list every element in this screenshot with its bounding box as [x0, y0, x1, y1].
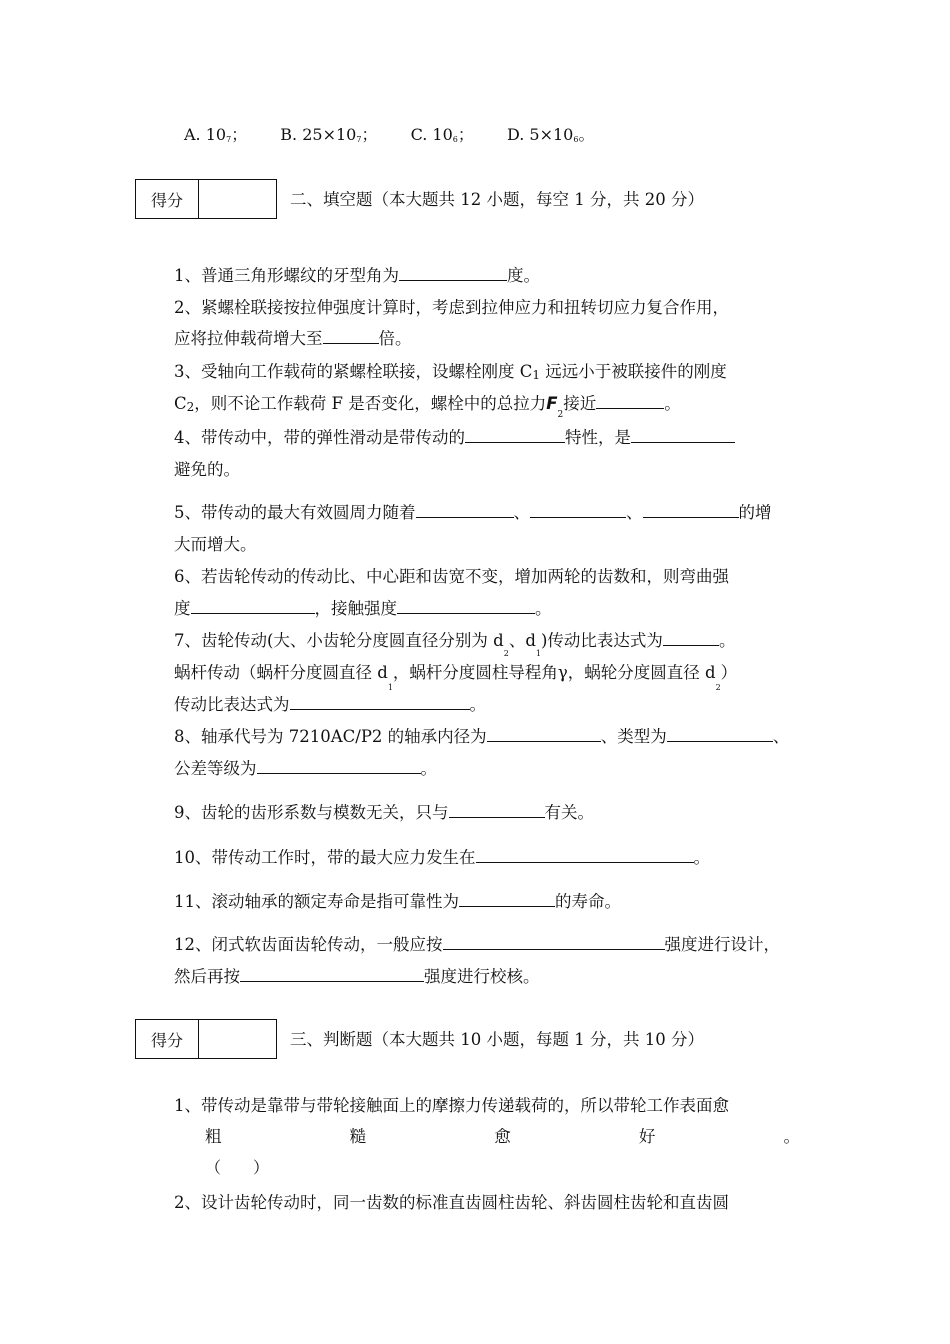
score-entry[interactable] [199, 180, 276, 218]
j1-answer-paren[interactable]: （ ） [205, 1158, 270, 1177]
answer-options [184, 122, 594, 145]
q8-blank2[interactable] [667, 724, 773, 742]
score-entry[interactable] [199, 1020, 276, 1058]
q12-line1: 12、闭式软齿面齿轮传动，一般应按 强度进行设计， [174, 931, 780, 955]
option-c: C. $10_6$； [410, 125, 474, 144]
q2-line2: 应将拉伸载荷增大至 倍。 [174, 325, 412, 349]
q7-blank2[interactable] [290, 692, 470, 710]
score-box-section3 [135, 1019, 277, 1059]
q11: 11、滚动轴承的额定寿命是指可靠性为 的寿命。 [174, 888, 621, 912]
q5-blank3[interactable] [643, 500, 739, 518]
q6-line1: 6、若齿轮传动的传动比、中心距和齿宽不变，增加两轮的齿数和，则弯曲强 [174, 567, 729, 586]
q6-blank1[interactable] [191, 596, 315, 614]
q7-line1: 7、齿轮传动(大、小齿轮分度圆直径分别为 $d_2$、$d_1$)传动比表达式为 。 [174, 627, 735, 651]
q12-blank2[interactable] [240, 964, 424, 982]
q12-blank1[interactable] [443, 932, 665, 950]
score-label: 得分 [136, 1020, 199, 1058]
q7-line3: 传动比表达式为 。 [174, 691, 486, 715]
q4-blank2[interactable] [631, 425, 735, 443]
q9-blank[interactable] [449, 800, 545, 818]
q3-line1: 3、受轴向工作载荷的紧螺栓联接，设螺栓刚度 $C_1$ 远远小于被联接件的刚度 [174, 362, 727, 382]
score-box-section2 [135, 179, 277, 219]
q6-blank2[interactable] [397, 596, 535, 614]
section2-title: 二、填空题（本大题共 12 小题，每空 1 分，共 20 分） [290, 190, 704, 209]
option-b: B. $25\times 10_7$； [280, 125, 378, 144]
q6-line2: 度 ，接触强度 。 [174, 595, 552, 619]
option-a: A. $10_7$； [184, 125, 248, 144]
q7-blank1[interactable] [663, 628, 719, 646]
q8-line1: 8、轴承代号为 7210AC/P2 的轴承内径为 、类型为 、 [174, 723, 789, 747]
j1-line2: 粗 糙 愈 好 。 [205, 1127, 800, 1146]
q9: 9、齿轮的齿形系数与模数无关，只与 有关。 [174, 799, 594, 823]
q1: 1、普通三角形螺纹的牙型角为 度。 [174, 262, 540, 286]
j1-line1: 1、带传动是靠带与带轮接触面上的摩擦力传递载荷的，所以带轮工作表面愈 [174, 1096, 729, 1115]
score-label: 得分 [136, 180, 199, 218]
q10: 10、带传动工作时，带的最大应力发生在 。 [174, 844, 710, 868]
q4-line1: 4、带传动中，带的弹性滑动是带传动的 特性，是 [174, 424, 735, 448]
q5-blank2[interactable] [530, 500, 626, 518]
q3-line2: $C_2$，则不论工作载荷 F 是否变化，螺栓中的总拉力$F_2$接近 。 [174, 390, 681, 420]
q5-blank1[interactable] [416, 500, 514, 518]
q5-line2: 大而增大。 [174, 535, 257, 554]
q7-line2: 蜗杆传动（蜗杆分度圆直径 $d_1$，蜗杆分度圆柱导程角γ，蜗轮分度圆直径 $d_2$） [174, 663, 738, 692]
q11-blank[interactable] [459, 889, 555, 907]
option-d: D. $5\times 10_6$。 [506, 125, 595, 144]
section3-title: 三、判断题（本大题共 10 小题，每题 1 分，共 10 分） [290, 1030, 704, 1049]
q8-blank1[interactable] [487, 724, 601, 742]
q8-line2: 公差等级为 。 [174, 755, 437, 779]
q4-line2: 避免的。 [174, 460, 240, 479]
q5-line1: 5、带传动的最大有效圆周力随着 、 、 的增 [174, 499, 772, 523]
q10-blank[interactable] [476, 845, 694, 863]
q1-blank[interactable] [399, 263, 507, 281]
q2-blank[interactable] [323, 326, 379, 344]
q2-line1: 2、紧螺栓联接按拉伸强度计算时，考虑到拉伸应力和扭转切应力复合作用， [174, 298, 729, 317]
j2-line1: 2、设计齿轮传动时，同一齿数的标准直齿圆柱齿轮、斜齿圆柱齿轮和直齿圆 [174, 1193, 729, 1212]
q12-line2: 然后再按 强度进行校核。 [174, 963, 540, 987]
q8-blank3[interactable] [257, 756, 421, 774]
q3-blank[interactable] [596, 391, 664, 409]
q4-blank1[interactable] [465, 425, 565, 443]
